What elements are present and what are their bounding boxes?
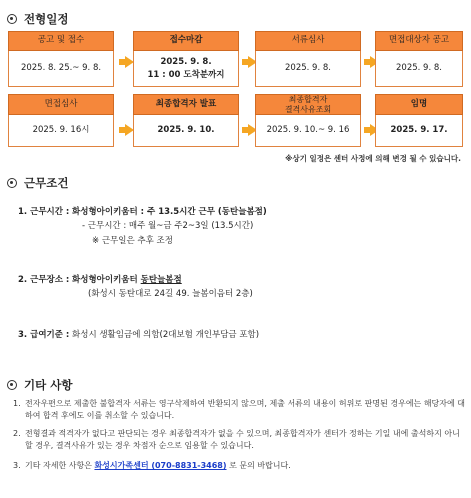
condition-note: ※ 근무일은 추후 조정 (92, 236, 173, 246)
step-body (133, 115, 239, 147)
etc-number: 2. (13, 429, 21, 438)
step-head: 면접대상자 공고 (375, 31, 463, 51)
step-head: 서류심사 (255, 31, 361, 51)
etc-text-b: 로 문의 바랍니다. (226, 461, 291, 470)
etc-title: 기타 사항 (24, 378, 73, 392)
etc-text-a: 기타 자세한 사항은 (25, 461, 95, 470)
step-body (133, 51, 239, 87)
etc-item-2 (13, 428, 465, 453)
condition-value: 화성형아이키움터 (72, 275, 141, 285)
condition-sub: - 근무시간 : 매주 월~금 주2~3일 (13.5시간) (82, 221, 254, 231)
section-bullet-icon (7, 380, 17, 390)
schedule-step-1 (8, 31, 114, 87)
etc-item-1 (13, 398, 465, 423)
conditions-section-title (7, 175, 68, 191)
step-date: 2025. 9. 17. (390, 125, 448, 136)
schedule-step-5 (8, 94, 114, 147)
schedule-step-7 (255, 94, 361, 147)
step-body (8, 51, 114, 87)
schedule-step-6 (133, 94, 239, 147)
condition-value: 화성시 생활임금에 의함(2대보험 개인부담금 포함) (72, 330, 260, 340)
condition-salary (18, 329, 259, 341)
schedule-title: 전형일정 (24, 12, 69, 26)
step-date: 2025. 9. 8. (396, 63, 442, 74)
step-date: 2025. 8. 25.~ 9. 8. (20, 63, 102, 74)
step-body (8, 115, 114, 147)
etc-section-title (7, 377, 72, 393)
step-body (375, 51, 463, 87)
etc-number: 1. (13, 399, 21, 408)
step-head-line2: 결격사유조회 (284, 104, 332, 114)
etc-text: 전자우편으로 제출한 불합격자 서류는 영구삭제하여 반환되지 않으며, 제출 서류의 내용이 허위로 판명된 경우에는 해당자에 대하여 합격 후에도 이를 취소할 수 있습니다. (25, 399, 465, 421)
schedule-note: ※상기 일정은 센터 사정에 의해 변경 될 수 있습니다. (285, 154, 461, 163)
condition-label: 3. 급여기준 : (18, 330, 70, 340)
section-bullet-icon (7, 178, 17, 188)
step-head: 임명 (375, 94, 463, 115)
step-head: 접수마감 (133, 31, 239, 51)
schedule-section-title (7, 11, 68, 27)
step-head: 최종합격자 발표 (133, 94, 239, 115)
schedule-step-3 (255, 31, 361, 87)
schedule-step-2 (133, 31, 239, 87)
step-date: 2025. 9. 8. (285, 63, 331, 74)
step-head: 공고 및 접수 (8, 31, 114, 51)
step-date: 2025. 9. 8. (160, 56, 212, 67)
step-body (255, 51, 361, 87)
etc-text (25, 460, 465, 472)
step-date: 2025. 9. 10. (157, 125, 215, 136)
condition-label: 2. 근무장소 : (18, 275, 70, 285)
condition-value-underlined: 동탄늘봄점 (140, 275, 182, 285)
section-bullet-icon (7, 14, 17, 24)
schedule-step-8 (375, 94, 463, 147)
schedule-step-4 (375, 31, 463, 87)
step-head (255, 94, 361, 115)
condition-label: 1. 근무시간 : (18, 207, 70, 217)
condition-value: 화성형아이키움터 : 주 13.5시간 근무 (동탄늘봄점) (72, 207, 267, 217)
etc-item-3 (13, 460, 465, 472)
condition-work-place (18, 274, 182, 286)
contact-link[interactable]: 화성시가족센터 (070-8831-3468) (94, 461, 227, 470)
etc-text: 전형결과 적격자가 없다고 판단되는 경우 최종합격자가 없을 수 있으며, 최종합격자가 센터가 정하는 기일 내에 출석하지 아니할 경우, 결격사유가 있는 경우 차점자 순으로 임용할 수 있습니다. (25, 429, 460, 451)
etc-number: 3. (13, 461, 21, 470)
conditions-title: 근무조건 (24, 176, 69, 190)
step-body (375, 115, 463, 147)
step-date: 2025. 9. 10.~ 9. 16 (266, 125, 350, 136)
step-head-line1: 최종합격자 (288, 95, 328, 105)
condition-address: (화성시 동탄대로 24길 49. 늘봄이음터 2층) (88, 289, 253, 299)
step-body (255, 115, 361, 147)
step-date: 2025. 9. 16시 (32, 125, 90, 136)
condition-work-hours (18, 206, 267, 218)
step-date-detail: 11 : 00 도착분까지 (147, 69, 225, 80)
step-head: 면접심사 (8, 94, 114, 115)
